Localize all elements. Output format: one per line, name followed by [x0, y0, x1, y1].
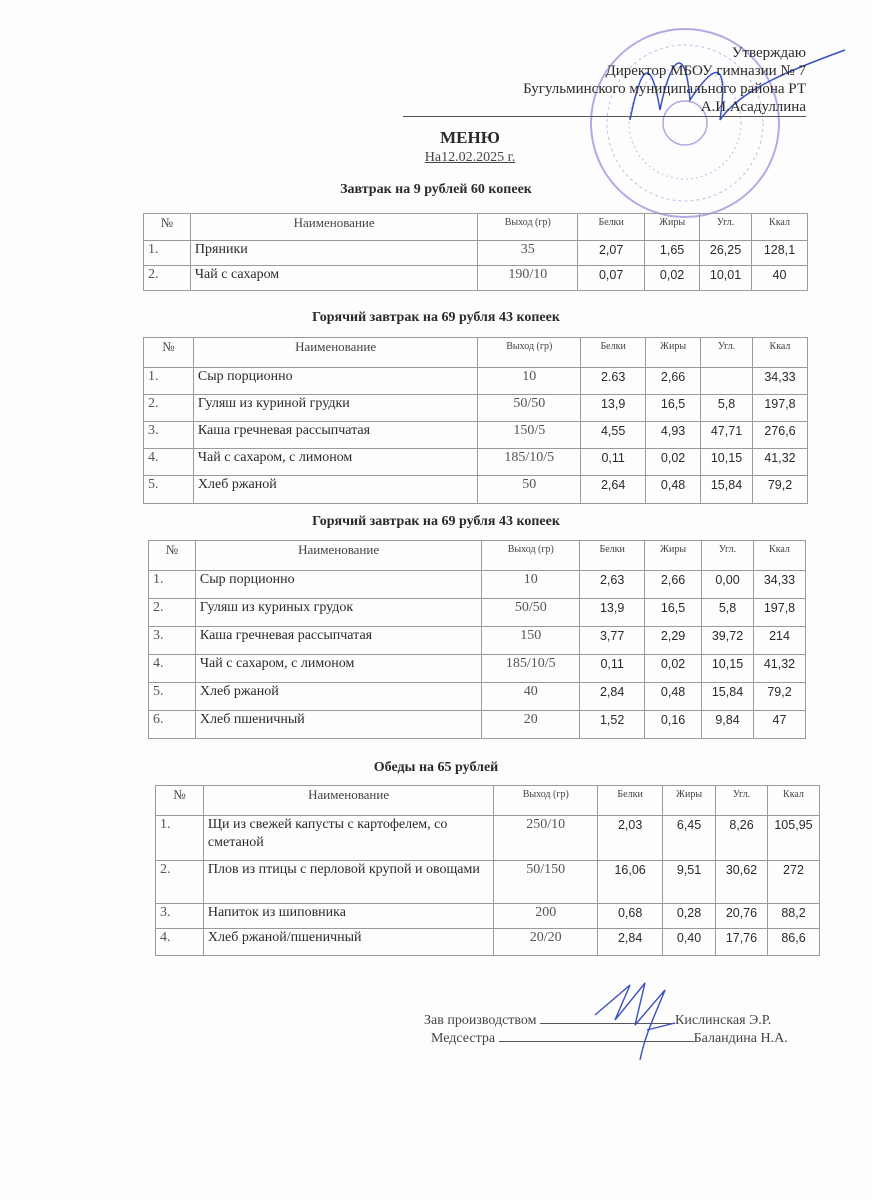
cell-carbs: 30,62 — [716, 861, 768, 904]
cell-fat: 6,45 — [663, 816, 716, 861]
cell-name: Чай с сахаром, с лимоном — [195, 655, 481, 683]
cell-num: 1. — [144, 241, 191, 266]
cell-protein: 13,9 — [580, 599, 645, 627]
cell-protein: 0,07 — [578, 266, 645, 291]
page-title: МЕНЮ — [440, 128, 500, 147]
cell-protein: 0,11 — [580, 655, 645, 683]
approval-district: Бугульминского муниципального района РТ — [523, 81, 806, 97]
cell-yield: 35 — [478, 241, 578, 266]
cell-protein: 1,52 — [580, 711, 645, 739]
cell-fat: 2,29 — [645, 627, 702, 655]
column-header-kcal: Ккал — [752, 338, 807, 368]
section-title: Завтрак на 9 рублей 60 копеек — [340, 182, 532, 197]
table-row — [144, 449, 808, 476]
cell-carbs: 10,15 — [702, 655, 754, 683]
cell-carbs: 39,72 — [702, 627, 754, 655]
column-header-fat: Жиры — [645, 214, 700, 241]
cell-num: 5. — [149, 683, 196, 711]
cell-protein: 2,07 — [578, 241, 645, 266]
cell-num: 5. — [144, 476, 194, 504]
cell-kcal: 34,33 — [752, 368, 807, 395]
cell-fat: 9,51 — [663, 861, 716, 904]
section-title: Горячий завтрак на 69 рубля 43 копеек — [312, 514, 560, 529]
cell-yield: 50/50 — [478, 395, 581, 422]
cell-name: Гуляш из куриной грудки — [193, 395, 477, 422]
cell-protein: 2,63 — [580, 571, 645, 599]
signer-name: Баландина Н.А. — [693, 1031, 788, 1046]
cell-kcal: 197,8 — [753, 599, 805, 627]
cell-protein: 2,03 — [598, 816, 663, 861]
cell-yield: 40 — [482, 683, 580, 711]
cell-kcal: 272 — [767, 861, 819, 904]
cell-carbs: 15,84 — [701, 476, 753, 504]
cell-carbs: 8,26 — [716, 816, 768, 861]
cell-kcal: 197,8 — [752, 395, 807, 422]
cell-fat: 0,02 — [646, 449, 701, 476]
role-label: Зав производством — [424, 1013, 537, 1028]
cell-protein: 3,77 — [580, 627, 645, 655]
cell-yield: 50/50 — [482, 599, 580, 627]
cell-name: Чай с сахаром, с лимоном — [193, 449, 477, 476]
table-header — [149, 541, 806, 571]
table-row — [144, 368, 808, 395]
cell-fat: 1,65 — [645, 241, 700, 266]
cell-carbs: 17,76 — [716, 929, 768, 956]
table-row — [156, 861, 820, 904]
cell-yield: 10 — [482, 571, 580, 599]
cell-protein: 13,9 — [581, 395, 646, 422]
column-header-num: № — [149, 541, 196, 571]
column-header-name: Наименование — [203, 786, 493, 816]
cell-protein: 2.63 — [581, 368, 646, 395]
column-header-protein: Белки — [581, 338, 646, 368]
cell-num: 1. — [144, 368, 194, 395]
cell-fat: 0,02 — [645, 266, 700, 291]
cell-name: Чай с сахаром — [190, 266, 477, 291]
cell-protein: 2,64 — [581, 476, 646, 504]
cell-num: 2. — [144, 395, 194, 422]
cell-protein: 16,06 — [598, 861, 663, 904]
cell-num: 2. — [156, 861, 204, 904]
cell-name: Щи из свежей капусты с картофелем, со сметаной — [203, 816, 493, 861]
table-row — [144, 241, 808, 266]
table-row — [149, 683, 806, 711]
table-row — [149, 655, 806, 683]
approval-block — [523, 44, 806, 117]
cell-kcal: 214 — [753, 627, 805, 655]
cell-name: Гуляш из куриных грудок — [195, 599, 481, 627]
cell-num: 4. — [144, 449, 194, 476]
column-header-kcal: Ккал — [753, 541, 805, 571]
table-row — [144, 266, 808, 291]
column-header-name: Наименование — [190, 214, 477, 241]
cell-protein: 0,11 — [581, 449, 646, 476]
cell-yield: 250/10 — [494, 816, 598, 861]
table-header — [144, 338, 808, 368]
cell-yield: 150/5 — [478, 422, 581, 449]
table-header — [144, 214, 808, 241]
cell-fat: 0,28 — [663, 904, 716, 929]
cell-name: Плов из птицы с перловой крупой и овощами — [203, 861, 493, 904]
cell-yield: 10 — [478, 368, 581, 395]
cell-fat: 2,66 — [646, 368, 701, 395]
cell-name: Сыр порционно — [195, 571, 481, 599]
table-row — [149, 711, 806, 739]
cell-fat: 4,93 — [646, 422, 701, 449]
cell-name: Хлеб ржаной — [193, 476, 477, 504]
column-header-fat: Жиры — [645, 541, 702, 571]
table-row — [144, 422, 808, 449]
cell-fat: 16,5 — [645, 599, 702, 627]
cell-yield: 150 — [482, 627, 580, 655]
cell-yield: 190/10 — [478, 266, 578, 291]
cell-name: Хлеб ржаной/пшеничный — [203, 929, 493, 956]
cell-carbs: 5,8 — [701, 395, 753, 422]
cell-fat: 0,48 — [645, 683, 702, 711]
column-header-kcal: Ккал — [752, 214, 808, 241]
role-label: Медсестра — [431, 1031, 496, 1046]
cell-kcal: 105,95 — [767, 816, 819, 861]
cell-num: 4. — [149, 655, 196, 683]
menu-table — [148, 540, 806, 739]
table-row — [144, 395, 808, 422]
cell-name: Каша гречневая рассыпчатая — [195, 627, 481, 655]
cell-kcal: 34,33 — [753, 571, 805, 599]
cell-carbs: 47,71 — [701, 422, 753, 449]
cell-num: 3. — [144, 422, 194, 449]
cell-yield: 50 — [478, 476, 581, 504]
column-header-num: № — [156, 786, 204, 816]
signer-name: Кислинская Э.Р. — [675, 1013, 772, 1028]
cell-kcal: 88,2 — [767, 904, 819, 929]
cell-name: Сыр порционно — [193, 368, 477, 395]
menu-table — [143, 337, 808, 504]
cell-yield: 20 — [482, 711, 580, 739]
cell-yield: 20/20 — [494, 929, 598, 956]
column-header-yield: Выход (гр) — [478, 338, 581, 368]
production-signature — [585, 975, 705, 1065]
cell-kcal: 86,6 — [767, 929, 819, 956]
column-header-yield: Выход (гр) — [478, 214, 578, 241]
cell-carbs: 0,00 — [702, 571, 754, 599]
cell-fat: 0,48 — [646, 476, 701, 504]
cell-kcal: 41,32 — [753, 655, 805, 683]
cell-yield: 185/10/5 — [478, 449, 581, 476]
cell-yield: 50/150 — [494, 861, 598, 904]
cell-carbs: 10,15 — [701, 449, 753, 476]
cell-num: 4. — [156, 929, 204, 956]
column-header-name: Наименование — [193, 338, 477, 368]
table-header — [156, 786, 820, 816]
cell-protein: 4,55 — [581, 422, 646, 449]
menu-date: На12.02.2025 г. — [424, 150, 516, 165]
cell-yield: 200 — [494, 904, 598, 929]
column-header-yield: Выход (гр) — [494, 786, 598, 816]
cell-name: Напиток из шиповника — [203, 904, 493, 929]
menu-table — [155, 785, 820, 956]
column-header-num: № — [144, 338, 194, 368]
column-header-protein: Белки — [578, 214, 645, 241]
cell-num: 3. — [156, 904, 204, 929]
cell-kcal: 41,32 — [752, 449, 807, 476]
menu-table — [143, 213, 808, 291]
cell-name: Хлеб пшеничный — [195, 711, 481, 739]
table-row — [156, 904, 820, 929]
cell-carbs: 5,8 — [702, 599, 754, 627]
cell-kcal: 79,2 — [753, 683, 805, 711]
cell-num: 1. — [156, 816, 204, 861]
column-header-carbs: Угл. — [701, 338, 753, 368]
cell-kcal: 276,6 — [752, 422, 807, 449]
cell-num: 6. — [149, 711, 196, 739]
cell-num: 3. — [149, 627, 196, 655]
column-header-name: Наименование — [195, 541, 481, 571]
table-row — [156, 929, 820, 956]
cell-name: Пряники — [190, 241, 477, 266]
column-header-protein: Белки — [580, 541, 645, 571]
section-title: Обеды на 65 рублей — [373, 760, 499, 775]
cell-kcal: 128,1 — [752, 241, 808, 266]
cell-name: Хлеб ржаной — [195, 683, 481, 711]
column-header-fat: Жиры — [646, 338, 701, 368]
column-header-fat: Жиры — [663, 786, 716, 816]
table-row — [149, 599, 806, 627]
table-row — [144, 476, 808, 504]
cell-fat: 0,16 — [645, 711, 702, 739]
cell-kcal: 79,2 — [752, 476, 807, 504]
cell-name: Каша гречневая рассыпчатая — [193, 422, 477, 449]
cell-carbs — [701, 368, 753, 395]
cell-carbs: 15,84 — [702, 683, 754, 711]
cell-num: 1. — [149, 571, 196, 599]
table-row — [149, 571, 806, 599]
cell-num: 2. — [149, 599, 196, 627]
column-header-carbs: Угл. — [716, 786, 768, 816]
cell-fat: 0,40 — [663, 929, 716, 956]
column-header-yield: Выход (гр) — [482, 541, 580, 571]
cell-fat: 16,5 — [646, 395, 701, 422]
cell-protein: 0,68 — [598, 904, 663, 929]
section-title: Горячий завтрак на 69 рубля 43 копеек — [312, 310, 560, 325]
approval-position: Директор МБОУ гимназии № 7 — [605, 63, 806, 79]
cell-protein: 2,84 — [580, 683, 645, 711]
approval-name: А.И.Асадуллина — [403, 98, 806, 117]
cell-kcal: 47 — [753, 711, 805, 739]
cell-carbs: 20,76 — [716, 904, 768, 929]
column-header-carbs: Угл. — [700, 214, 752, 241]
cell-kcal: 40 — [752, 266, 808, 291]
cell-num: 2. — [144, 266, 191, 291]
cell-fat: 0,02 — [645, 655, 702, 683]
column-header-protein: Белки — [598, 786, 663, 816]
approval-label: Утверждаю — [731, 45, 806, 61]
column-header-num: № — [144, 214, 191, 241]
cell-protein: 2,84 — [598, 929, 663, 956]
cell-carbs: 26,25 — [700, 241, 752, 266]
table-row — [149, 627, 806, 655]
cell-yield: 185/10/5 — [482, 655, 580, 683]
column-header-carbs: Угл. — [702, 541, 754, 571]
cell-fat: 2,66 — [645, 571, 702, 599]
table-row — [156, 816, 820, 861]
cell-carbs: 9,84 — [702, 711, 754, 739]
cell-carbs: 10,01 — [700, 266, 752, 291]
column-header-kcal: Ккал — [767, 786, 819, 816]
